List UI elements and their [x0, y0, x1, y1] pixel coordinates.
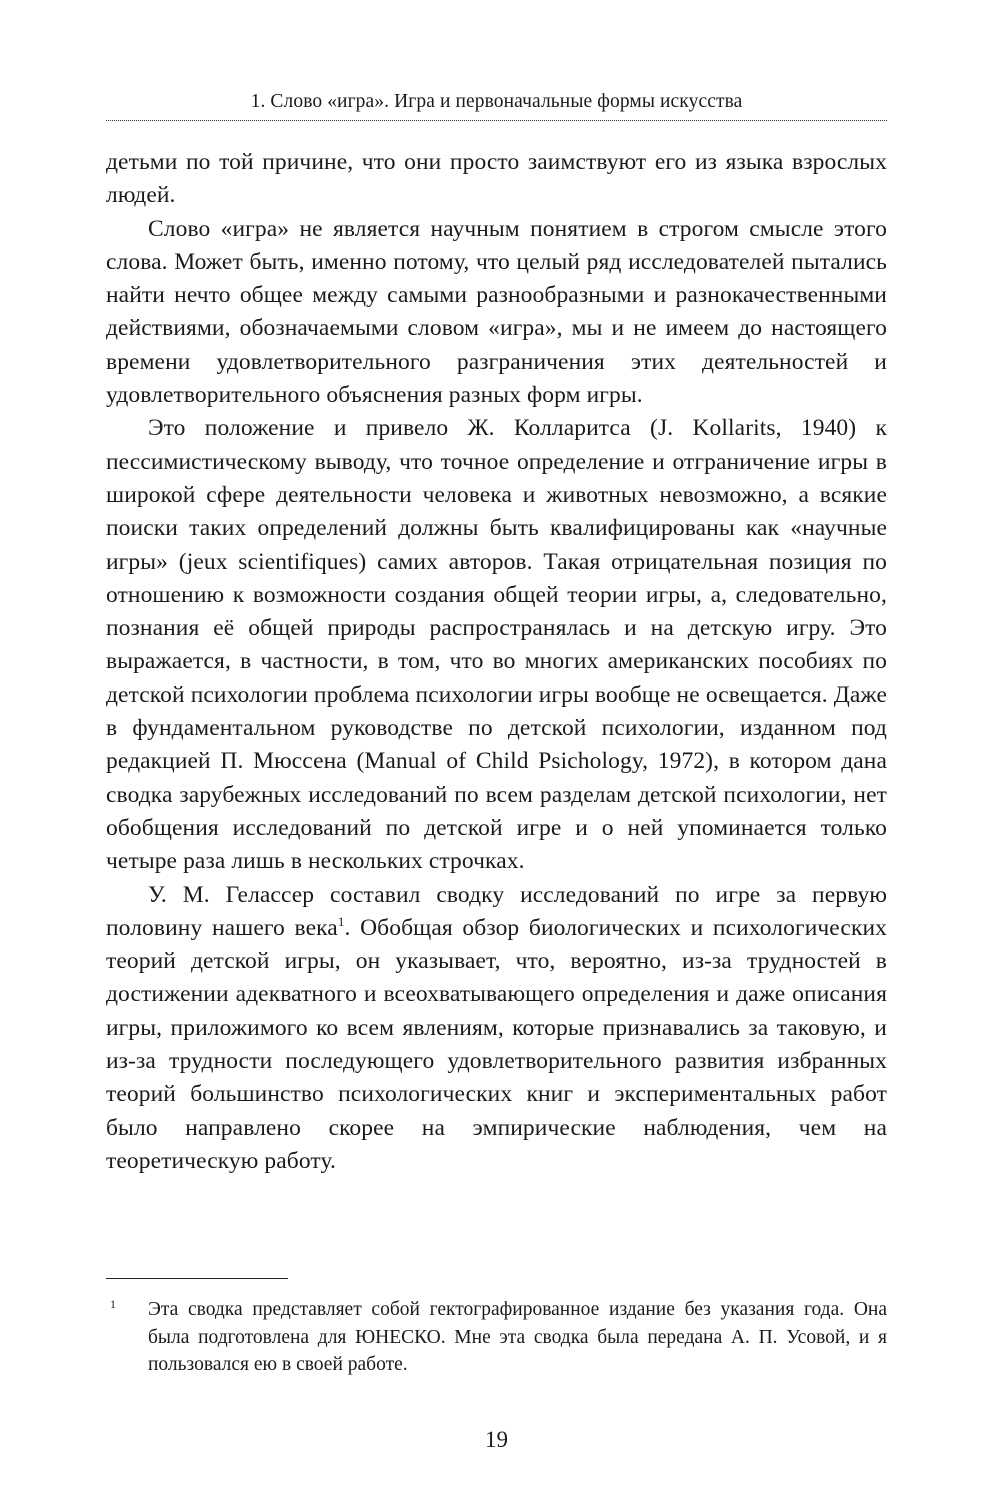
- page-number: 19: [485, 1427, 508, 1452]
- footnote: [106, 1296, 887, 1379]
- paragraph-with-footnote-ref: [106, 879, 887, 1179]
- paragraph: Это положение и привело Ж. Колларитса (J. Kollarits, 1940) к пессимистическому выводу, что точное определение и отграничение игры в широкой сфере деятельности человека и животных невозможно, а всякие поиски таких определений должны быть квалифицированы как «научные игры» (jeux scientifiques) самих авторов. Такая отрицательная позиция по отношению к возможности создания общей теории игры, а, следовательно, познания её общей природы распространялась и на детскую игру. Это выражается, в частности, в том, что во многих американских пособиях по детской психологии проблема психологии игры вообще не освещается. Даже в фундаментальном руководстве по детской психологии, изданном под редакцией П. Мюссена (Manual of Child Psichology, 1972), в котором дана сводка зарубежных исследований по всем разделам детской психологии, нет обобщения исследований по детской игре и о ней упоминается только четыре раза лишь в нескольких строчках.: [106, 415, 887, 875]
- paragraph: детьми по той причине, что они просто заимствуют его из языка взрослых людей.: [106, 149, 887, 209]
- footnote-marker: 1: [110, 1297, 116, 1311]
- paragraph-text: . Обобщая обзор биологических и психологических теорий детской игры, он указывает, что, вероятно, из-за трудностей в достижении адекватного и всеохватывающего определения и даже описания игры, приложимого ко всем явлениям, которые признавались за таковую, и из-за трудности последующего удовлетворительного развития избранных теорий большинство психологических книг и экспериментальных работ было направлено скорее на эмпирические наблюдения, чем на теоретическую работу.: [106, 914, 887, 1174]
- footnote-text: Эта сводка представляет собой гектографированное издание без указания года. Она была подготовлена для ЮНЕСКО. Мне эта сводка была передана А. П. Усовой, и я пользовался ею в своей работе.: [148, 1299, 887, 1375]
- running-head: 1. Слово «игра». Игра и первоначальные формы искусства: [250, 91, 743, 112]
- footnote-rule: [106, 1278, 288, 1279]
- paragraph-text: У. М. Гелассер составил сводку исследований по игре за первую половину нашего века: [106, 881, 887, 941]
- running-head-rule: [106, 120, 887, 121]
- main-text: [106, 146, 887, 1178]
- footnote-reference[interactable]: 1: [337, 914, 345, 929]
- paragraph: Слово «игра» не является научным понятием в строгом смысле этого слова. Может быть, именно потому, что целый ряд исследователей пытались найти нечто общее между самыми разнообразными и разнокачественными действиями, обозначаемыми словом «игра», мы и не имеем до настоящего времени удовлетворительного разграничения этих деятельностей и удовлетворительного объяснения разных форм игры.: [106, 215, 887, 409]
